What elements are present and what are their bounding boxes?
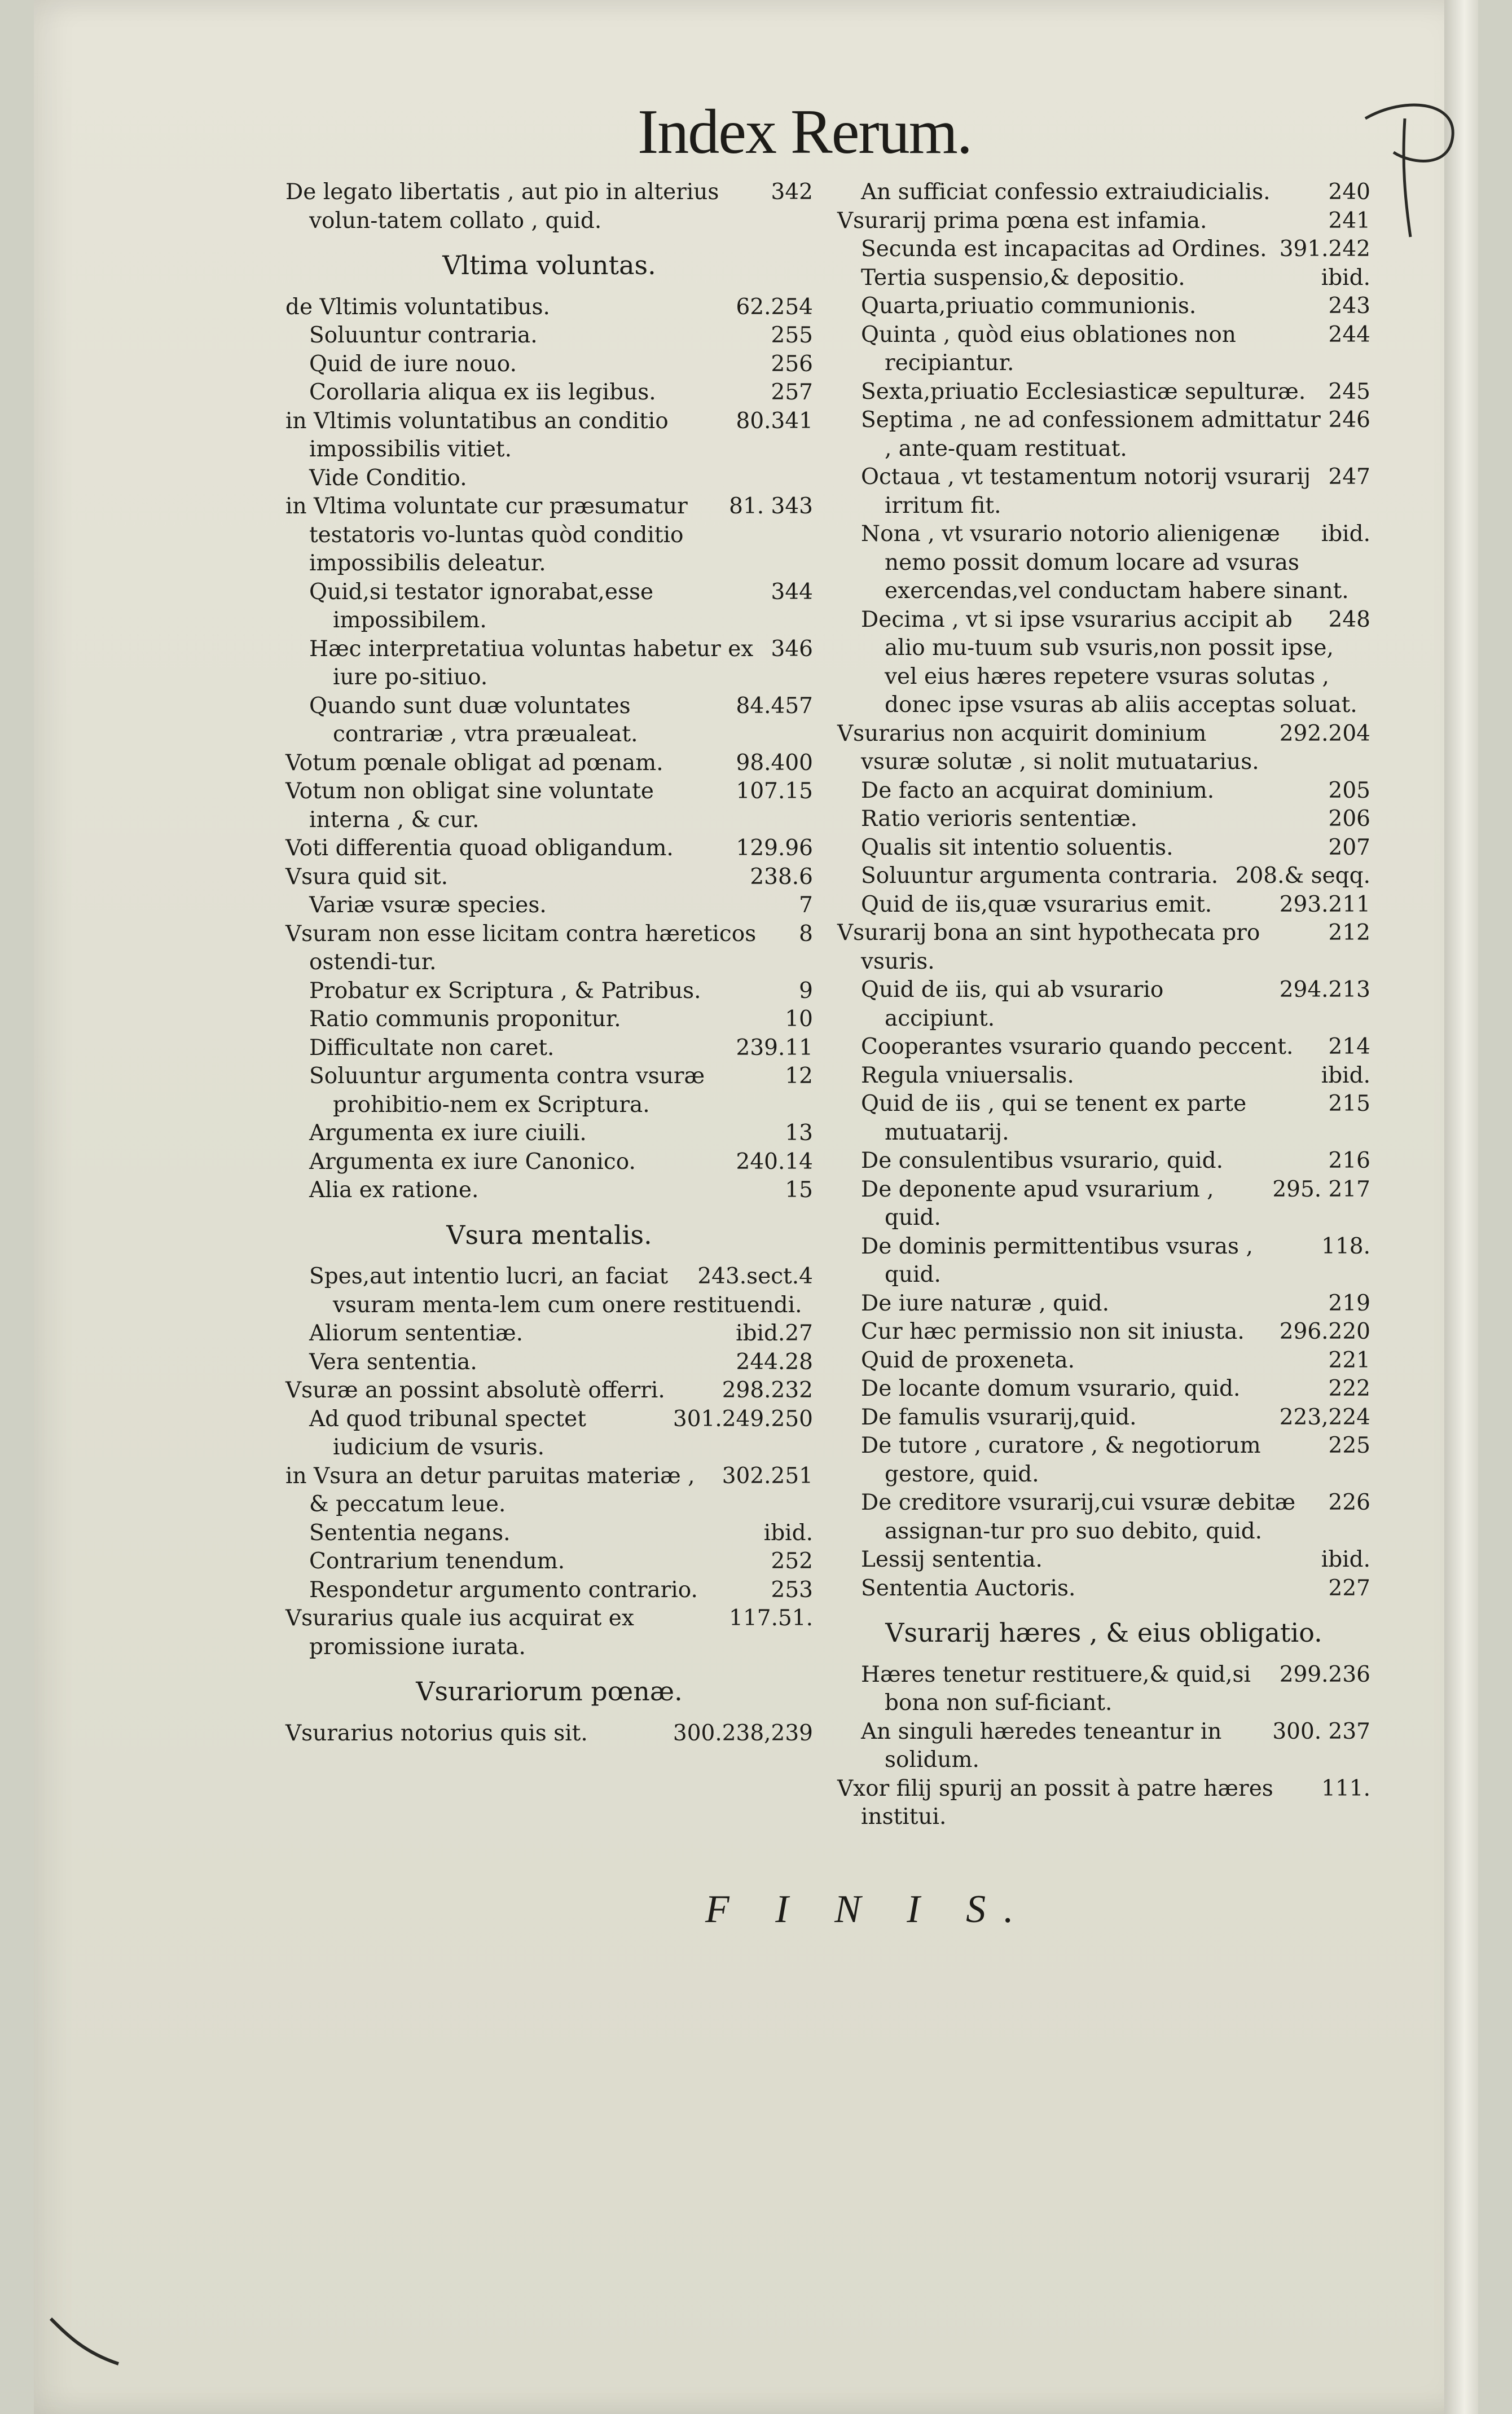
- index-entry: [285, 1005, 813, 1034]
- index-entry: [837, 235, 1370, 264]
- page-reference: ibid.: [1321, 1547, 1370, 1572]
- page-reference: 243: [1328, 293, 1370, 319]
- page-reference: 247: [1328, 464, 1370, 490]
- entry-text: Vide Conditio.: [309, 465, 467, 491]
- page-reference: 214: [1328, 1034, 1370, 1059]
- index-entry: [837, 264, 1370, 293]
- entry-text: De creditore vsurarij,cui vsuræ debitæ assignan-tur pro suo debito, quid.: [861, 1490, 1296, 1544]
- entry-text: Vsuram non esse licitam contra hæreticos ostendi-tur.: [285, 921, 757, 975]
- entry-text: Soluuntur argumenta contraria.: [861, 863, 1219, 889]
- index-entry: [285, 578, 813, 635]
- page-reference: 117.51.: [729, 1606, 813, 1631]
- entry-text: Soluuntur argumenta contra vsuræ prohibitio-nem ex Scriptura.: [309, 1063, 705, 1118]
- page-reference: 225: [1328, 1433, 1370, 1458]
- page-reference: 15: [785, 1177, 813, 1203]
- page-reference: 9: [799, 978, 813, 1004]
- page-reference: 81. 343: [729, 494, 813, 519]
- entry-text: Decima , vt si ipse vsurarius accipit ab alio mu-tuum sub vsuris,non possit ipse, vel eius hæres repetere vsuras solutas , donec ipse vsuras ab aliis acceptas soluat.: [861, 606, 1357, 718]
- index-entry: [285, 1547, 813, 1576]
- entry-text: Vsura quid sit.: [285, 864, 449, 890]
- page-reference: 240.14: [736, 1149, 813, 1175]
- page-reference: 207: [1328, 834, 1370, 860]
- entry-text: Qualis sit intentio soluentis.: [861, 834, 1173, 860]
- entry-text: Quarta,priuatio communionis.: [861, 293, 1197, 319]
- index-entry: [837, 891, 1370, 920]
- page-reference: 391.242: [1279, 236, 1370, 262]
- section-heading: Vsurariorum pœnæ.: [416, 1676, 683, 1707]
- index-entry: [285, 692, 813, 749]
- page-reference: 300.238,239: [673, 1720, 813, 1746]
- index-entry: [837, 406, 1370, 463]
- index-entry: [285, 777, 813, 834]
- page-reference: 248: [1328, 606, 1370, 632]
- index-entry: [285, 493, 813, 578]
- page-reference: 301.249.250: [673, 1406, 813, 1432]
- index-entry: [285, 1320, 813, 1348]
- index-entry: [285, 322, 813, 350]
- page-title: Index Rerum.: [638, 97, 972, 167]
- page-reference: 62.254: [736, 294, 813, 320]
- entry-text: Quid de iis , qui se tenent ex parte mutuatarij.: [861, 1091, 1247, 1145]
- entry-text: Vera sententia.: [309, 1349, 477, 1375]
- index-entry: [285, 379, 813, 407]
- page-reference: 80.341: [736, 408, 813, 434]
- entry-text: De iure naturæ , quid.: [861, 1290, 1110, 1316]
- index-entry: [837, 1347, 1370, 1375]
- index-entry: [837, 834, 1370, 863]
- page-reference: 344: [771, 579, 813, 605]
- entry-text: De facto an acquirat dominium.: [861, 777, 1215, 803]
- index-entry: [285, 1377, 813, 1405]
- index-entry: [285, 1604, 813, 1661]
- page-reference: 240: [1328, 179, 1370, 205]
- page-reference: 212: [1328, 920, 1370, 946]
- page-reference: 302.251: [722, 1463, 813, 1489]
- entry-text: Hæres tenetur restituere,& quid,si bona non suf-ficiant.: [861, 1661, 1251, 1716]
- index-entry: [837, 378, 1370, 407]
- index-entry: [837, 1062, 1370, 1091]
- entry-text: Votum pœnale obligat ad pœnam.: [285, 750, 663, 776]
- page-reference: 219: [1328, 1290, 1370, 1316]
- entry-text: Cur hæc permissio non sit iniusta.: [861, 1319, 1245, 1344]
- page-reference: 223,224: [1279, 1404, 1370, 1430]
- entry-text: Quid de proxeneta.: [861, 1347, 1075, 1373]
- index-entry: [837, 178, 1370, 207]
- entry-text: Quando sunt duæ voluntates contrariæ , vtra præualeat.: [309, 693, 638, 747]
- entry-text: Voti differentia quoad obligandum.: [285, 836, 674, 861]
- entry-text: Quid de iis,quæ vsurarius emit.: [861, 891, 1212, 917]
- entry-text: Ratio verioris sententiæ.: [861, 806, 1138, 832]
- entry-text: De consulentibus vsurario, quid.: [861, 1148, 1223, 1173]
- entry-text: Vsurarius non acquirit dominium vsuræ solutæ , si nolit mutuatarius.: [837, 720, 1259, 775]
- entry-text: Sententia negans.: [309, 1520, 511, 1546]
- page-reference: 12: [785, 1063, 813, 1089]
- index-entry: [837, 1233, 1370, 1290]
- entry-text: Respondetur argumento contrario.: [309, 1577, 698, 1603]
- entry-text: Tertia suspensio,& depositio.: [861, 265, 1185, 291]
- entry-text: Regula vniuersalis.: [861, 1062, 1074, 1088]
- index-entry: [285, 1263, 813, 1320]
- index-entry: [837, 805, 1370, 834]
- entry-text: Difficultate non caret.: [309, 1035, 555, 1061]
- index-entry: [837, 292, 1370, 321]
- index-entry: [285, 1176, 813, 1205]
- index-entry: [837, 720, 1370, 777]
- entry-text: Hæc interpretatiua voluntas habetur ex iure po-sitiuo.: [309, 636, 754, 690]
- page-reference: 245: [1328, 379, 1370, 404]
- entry-text: Vsurarij bona an sint hypothecata pro vsuris.: [837, 920, 1260, 974]
- entry-text: Sententia Auctoris.: [861, 1575, 1076, 1601]
- page-reference: ibid.: [1321, 521, 1370, 547]
- entry-text: in Vltima voluntate cur præsumatur testatoris vo-luntas quòd conditio impossibilis deleatur.: [285, 494, 688, 576]
- index-entry: [837, 321, 1370, 378]
- entry-text: Septima , ne ad confessionem admittatur , ante-quam restituat.: [861, 407, 1321, 461]
- index-entry: [285, 1462, 813, 1519]
- index-entry: [837, 463, 1370, 520]
- page-reference: 215: [1328, 1091, 1370, 1116]
- entry-text: Argumenta ex iure Canonico.: [309, 1149, 636, 1175]
- page-reference: 239.11: [736, 1035, 813, 1061]
- index-entry: [285, 1034, 813, 1063]
- page-reference: 244: [1328, 322, 1370, 348]
- index-entry: [285, 1062, 813, 1119]
- index-entry: [285, 1405, 813, 1462]
- page-reference: 238.6: [750, 864, 813, 890]
- page-reference: 84.457: [736, 693, 813, 719]
- page-reference: 7: [799, 892, 813, 918]
- entry-text: Secunda est incapacitas ad Ordines.: [861, 236, 1267, 262]
- page-reference: 98.400: [736, 750, 813, 776]
- page-reference: ibid.: [1321, 1062, 1370, 1088]
- page-reference: 241: [1328, 208, 1370, 234]
- entry-text: Vsuræ an possint absolutè offerri.: [285, 1378, 665, 1403]
- page-reference: 129.96: [736, 836, 813, 861]
- handwritten-p-mark: [1343, 85, 1478, 243]
- book-page: [34, 0, 1478, 2414]
- index-entry: [285, 407, 813, 464]
- page-reference: 246: [1328, 407, 1370, 433]
- index-entry: [837, 1718, 1370, 1775]
- entry-text: Aliorum sententiæ.: [309, 1321, 524, 1346]
- page-reference: 257: [771, 380, 813, 405]
- index-entry: [285, 1720, 813, 1748]
- entry-text: Nona , vt vsurario notorio alienigenæ nemo possit domum locare ad vsuras exercendas,vel conductam habere sinant.: [861, 521, 1349, 604]
- page-reference: 244.28: [736, 1349, 813, 1375]
- entry-text: Vxor filij spurij an possit à patre hæres institui.: [837, 1775, 1273, 1830]
- index-entry: [285, 293, 813, 322]
- index-entry: [837, 1775, 1370, 1832]
- page-reference: 295. 217: [1272, 1176, 1370, 1202]
- entry-text: Quid,si testator ignorabat,esse impossibilem.: [309, 579, 654, 633]
- index-entry: [837, 1290, 1370, 1318]
- entry-text: Vsurarij prima pœna est infamia.: [837, 208, 1207, 234]
- entry-text: Corollaria aliqua ex iis legibus.: [309, 380, 656, 405]
- index-entry: [285, 635, 813, 692]
- index-entry: [285, 749, 813, 778]
- page-reference: 292.204: [1279, 720, 1370, 746]
- index-entry: [837, 520, 1370, 606]
- entry-text: De tutore , curatore , & negotiorum gestore, quid.: [861, 1433, 1261, 1487]
- page-reference: 342: [771, 179, 813, 205]
- page-reference: 256: [771, 351, 813, 377]
- index-entry: [837, 919, 1370, 976]
- page-reference: 216: [1328, 1148, 1370, 1173]
- index-entry: [285, 891, 813, 920]
- left-index-column: [285, 178, 813, 1748]
- entry-text: Cooperantes vsurario quando peccent.: [861, 1034, 1294, 1059]
- page-reference: 293.211: [1279, 891, 1370, 917]
- entry-text: in Vsura an detur paruitas materiæ , & peccatum leue.: [285, 1463, 695, 1517]
- page-reference: 255: [771, 323, 813, 348]
- page-reference: 107.15: [736, 779, 813, 804]
- index-entry: [837, 1575, 1370, 1603]
- page-reference: 13: [785, 1120, 813, 1146]
- index-entry: [837, 207, 1370, 236]
- index-entry: [837, 1176, 1370, 1233]
- index-entry: [285, 1348, 813, 1377]
- page-reference: ibid.: [763, 1520, 813, 1546]
- index-entry: [837, 1404, 1370, 1432]
- entry-text: De legato libertatis , aut pio in alterius volun-tatem collato , quid.: [285, 179, 719, 234]
- page-reference: 252: [771, 1549, 813, 1574]
- index-entry: [837, 862, 1370, 891]
- index-entry: [285, 1519, 813, 1548]
- entry-text: De locante domum vsurario, quid.: [861, 1376, 1241, 1401]
- page-reference: 208.& seqq.: [1235, 863, 1370, 889]
- index-entry: [285, 1119, 813, 1148]
- page-reference: 118.: [1321, 1233, 1370, 1259]
- index-entry: [837, 976, 1370, 1033]
- index-entry: [285, 863, 813, 892]
- index-entry: [837, 1033, 1370, 1062]
- entry-text: Probatur ex Scriptura , & Patribus.: [309, 978, 701, 1004]
- index-entry: [285, 350, 813, 379]
- section-heading: Vsurarij hæres , & eius obligatio.: [885, 1617, 1322, 1648]
- page-reference: 226: [1328, 1490, 1370, 1515]
- entry-text: Ad quod tribunal spectet iudicium de vsuris.: [309, 1406, 586, 1460]
- index-entry: [837, 606, 1370, 720]
- page-reference: 221: [1328, 1347, 1370, 1373]
- index-entry: [285, 977, 813, 1006]
- entry-text: in Vltimis voluntatibus an conditio impossibilis vitiet.: [285, 408, 669, 462]
- page-reference: 298.232: [722, 1378, 813, 1403]
- entry-text: Quid de iure nouo.: [309, 351, 517, 377]
- entry-text: De deponente apud vsurarium , quid.: [861, 1176, 1214, 1230]
- page-reference: ibid.27: [736, 1321, 813, 1346]
- page-reference: 296.220: [1279, 1319, 1370, 1344]
- entry-text: de Vltimis voluntatibus.: [285, 294, 550, 320]
- index-entry: [837, 1432, 1370, 1489]
- page-reference: 346: [771, 636, 813, 662]
- section-heading: Vltima voluntas.: [442, 250, 656, 280]
- page-reference: 111.: [1321, 1775, 1370, 1801]
- index-entry: [285, 1576, 813, 1605]
- right-index-column: [837, 178, 1370, 1832]
- index-entry: [837, 1318, 1370, 1347]
- page-reference: 206: [1328, 806, 1370, 832]
- index-entry: [285, 834, 813, 863]
- page-reference: 222: [1328, 1376, 1370, 1401]
- entry-text: An singuli hæredes teneantur in solidum.: [861, 1718, 1222, 1773]
- page-reference: 299.236: [1279, 1661, 1370, 1687]
- page-reference: 243.sect.4: [697, 1264, 813, 1289]
- entry-text: Variæ vsuræ species.: [309, 892, 547, 918]
- entry-text: Vsurarius notorius quis sit.: [285, 1720, 588, 1746]
- index-entry: [837, 1375, 1370, 1404]
- index-entry: [285, 1148, 813, 1177]
- entry-text: De dominis permittentibus vsuras , quid.: [861, 1233, 1253, 1287]
- finis-text: F I N I S.: [705, 1888, 1032, 1931]
- page-reference: 10: [785, 1006, 813, 1032]
- index-entry: [837, 1147, 1370, 1176]
- entry-text: Contrarium tenendum.: [309, 1549, 565, 1574]
- entry-text: Spes,aut intentio lucri, an faciat vsuram menta-lem cum onere restituendi.: [309, 1264, 802, 1318]
- corner-stroke-mark: [45, 2313, 124, 2369]
- index-entry: [285, 920, 813, 977]
- entry-text: An sufficiat confessio extraiudicialis.: [861, 179, 1271, 205]
- entry-text: Octaua , vt testamentum notorij vsurarij irritum fit.: [861, 464, 1311, 518]
- index-entry: [837, 1090, 1370, 1147]
- page-reference: 294.213: [1279, 977, 1370, 1002]
- page-reference: 205: [1328, 777, 1370, 803]
- page-reference: ibid.: [1321, 265, 1370, 291]
- entry-text: Argumenta ex iure ciuili.: [309, 1120, 587, 1146]
- page-reference: 227: [1328, 1575, 1370, 1601]
- index-entry: [837, 777, 1370, 806]
- entry-text: De famulis vsurarij,quid.: [861, 1404, 1137, 1430]
- page-binding-edge: [1444, 0, 1478, 2414]
- section-heading: Vsura mentalis.: [446, 1219, 652, 1250]
- page-reference: 300. 237: [1272, 1718, 1370, 1744]
- entry-text: Quid de iis, qui ab vsurario accipiunt.: [861, 977, 1164, 1031]
- page-reference: 8: [799, 921, 813, 947]
- entry-text: Lessij sententia.: [861, 1547, 1043, 1572]
- entry-text: Votum non obligat sine voluntate interna , & cur.: [285, 779, 654, 833]
- entry-text: Quinta , quòd eius oblationes non recipiantur.: [861, 322, 1236, 376]
- index-entry: [837, 1546, 1370, 1575]
- index-entry: [285, 464, 813, 493]
- index-entry: [285, 178, 813, 235]
- index-entry: [837, 1489, 1370, 1546]
- entry-text: Soluuntur contraria.: [309, 323, 538, 348]
- entry-text: Ratio communis proponitur.: [309, 1006, 621, 1032]
- entry-text: Alia ex ratione.: [309, 1177, 479, 1203]
- entry-text: Vsurarius quale ius acquirat ex promissione iurata.: [285, 1606, 634, 1660]
- entry-text: Sexta,priuatio Ecclesiasticæ sepulturæ.: [861, 379, 1306, 404]
- page-reference: 253: [771, 1577, 813, 1603]
- index-entry: [837, 1661, 1370, 1718]
